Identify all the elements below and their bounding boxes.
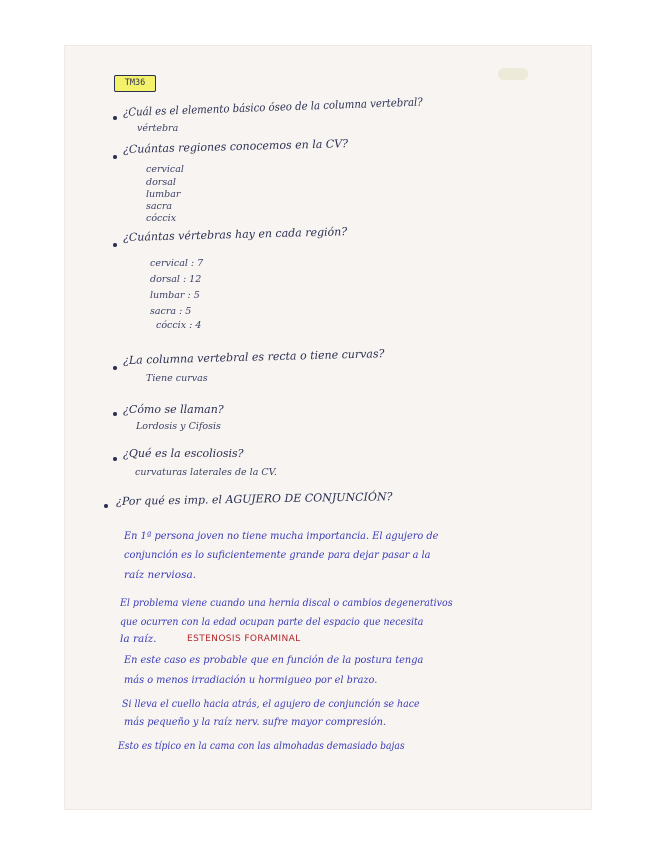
bullet-icon — [113, 366, 117, 370]
region-item: dorsal — [146, 177, 176, 188]
faint-mark — [498, 68, 528, 80]
region-item: lumbar — [146, 189, 181, 200]
vertebra-count: dorsal : 12 — [150, 274, 202, 285]
bullet-icon — [113, 155, 117, 159]
vertebra-count: sacra : 5 — [150, 306, 192, 317]
bullet-icon — [104, 504, 108, 508]
answer-5: Lordosis y Cifosis — [136, 421, 221, 432]
question-6: ¿Qué es la escoliosis? — [123, 447, 244, 460]
vertebra-count: lumbar : 5 — [150, 290, 200, 301]
question-5: ¿Cómo se llaman? — [123, 403, 224, 416]
topic-tag: TM36 — [114, 75, 156, 92]
explanation-line: raíz nerviosa. — [124, 569, 197, 581]
explanation-line: El problema viene cuando una hernia discal o cambios degenerativos — [120, 597, 453, 609]
question-4: ¿La columna vertebral es recta o tiene curvas? — [122, 347, 385, 367]
explanation-line: la raíz. — [120, 633, 157, 645]
bullet-icon — [113, 116, 117, 120]
answer-4: Tiene curvas — [146, 373, 208, 384]
bullet-icon — [113, 412, 117, 416]
highlight-term: ESTENOSIS FORAMINAL — [187, 634, 301, 644]
explanation-line: conjunción es lo suficientemente grande para dejar pasar a la — [124, 549, 431, 561]
vertebra-count: cervical : 7 — [150, 258, 204, 269]
bullet-icon — [113, 243, 117, 247]
bullet-icon — [113, 457, 117, 461]
question-1: ¿Cuál es el elemento básico óseo de la columna vertebral? — [122, 95, 423, 119]
answer-6: curvaturas laterales de la CV. — [135, 467, 277, 478]
explanation-line: En este caso es probable que en función de la postura tenga — [124, 654, 424, 666]
question-3: ¿Cuántas vértebras hay en cada región? — [122, 225, 348, 244]
question-7: ¿Por qué es imp. el AGUJERO DE CONJUNCIÓN? — [115, 490, 393, 508]
explanation-line: más pequeño y la raíz nerv. sufre mayor compresión. — [124, 716, 387, 728]
explanation-line: más o menos irradiación u hormigueo por el brazo. — [124, 674, 378, 686]
explanation-line: En 1ª persona joven no tiene mucha importancia. El agujero de — [124, 530, 439, 542]
region-item: cervical — [146, 164, 184, 175]
explanation-line: Si lleva el cuello hacia atrás, el agujero de conjunción se hace — [122, 698, 420, 710]
region-item: sacra — [146, 201, 173, 212]
question-2: ¿Cuántas regiones conocemos en la CV? — [122, 137, 349, 156]
region-item: cóccix — [146, 213, 177, 224]
explanation-line: que ocurren con la edad ocupan parte del espacio que necesita — [120, 616, 424, 628]
explanation-line: Esto es típico en la cama con las almohadas demasiado bajas — [118, 740, 405, 752]
vertebra-count: cóccix : 4 — [156, 320, 202, 331]
answer-1: vértebra — [137, 123, 179, 134]
